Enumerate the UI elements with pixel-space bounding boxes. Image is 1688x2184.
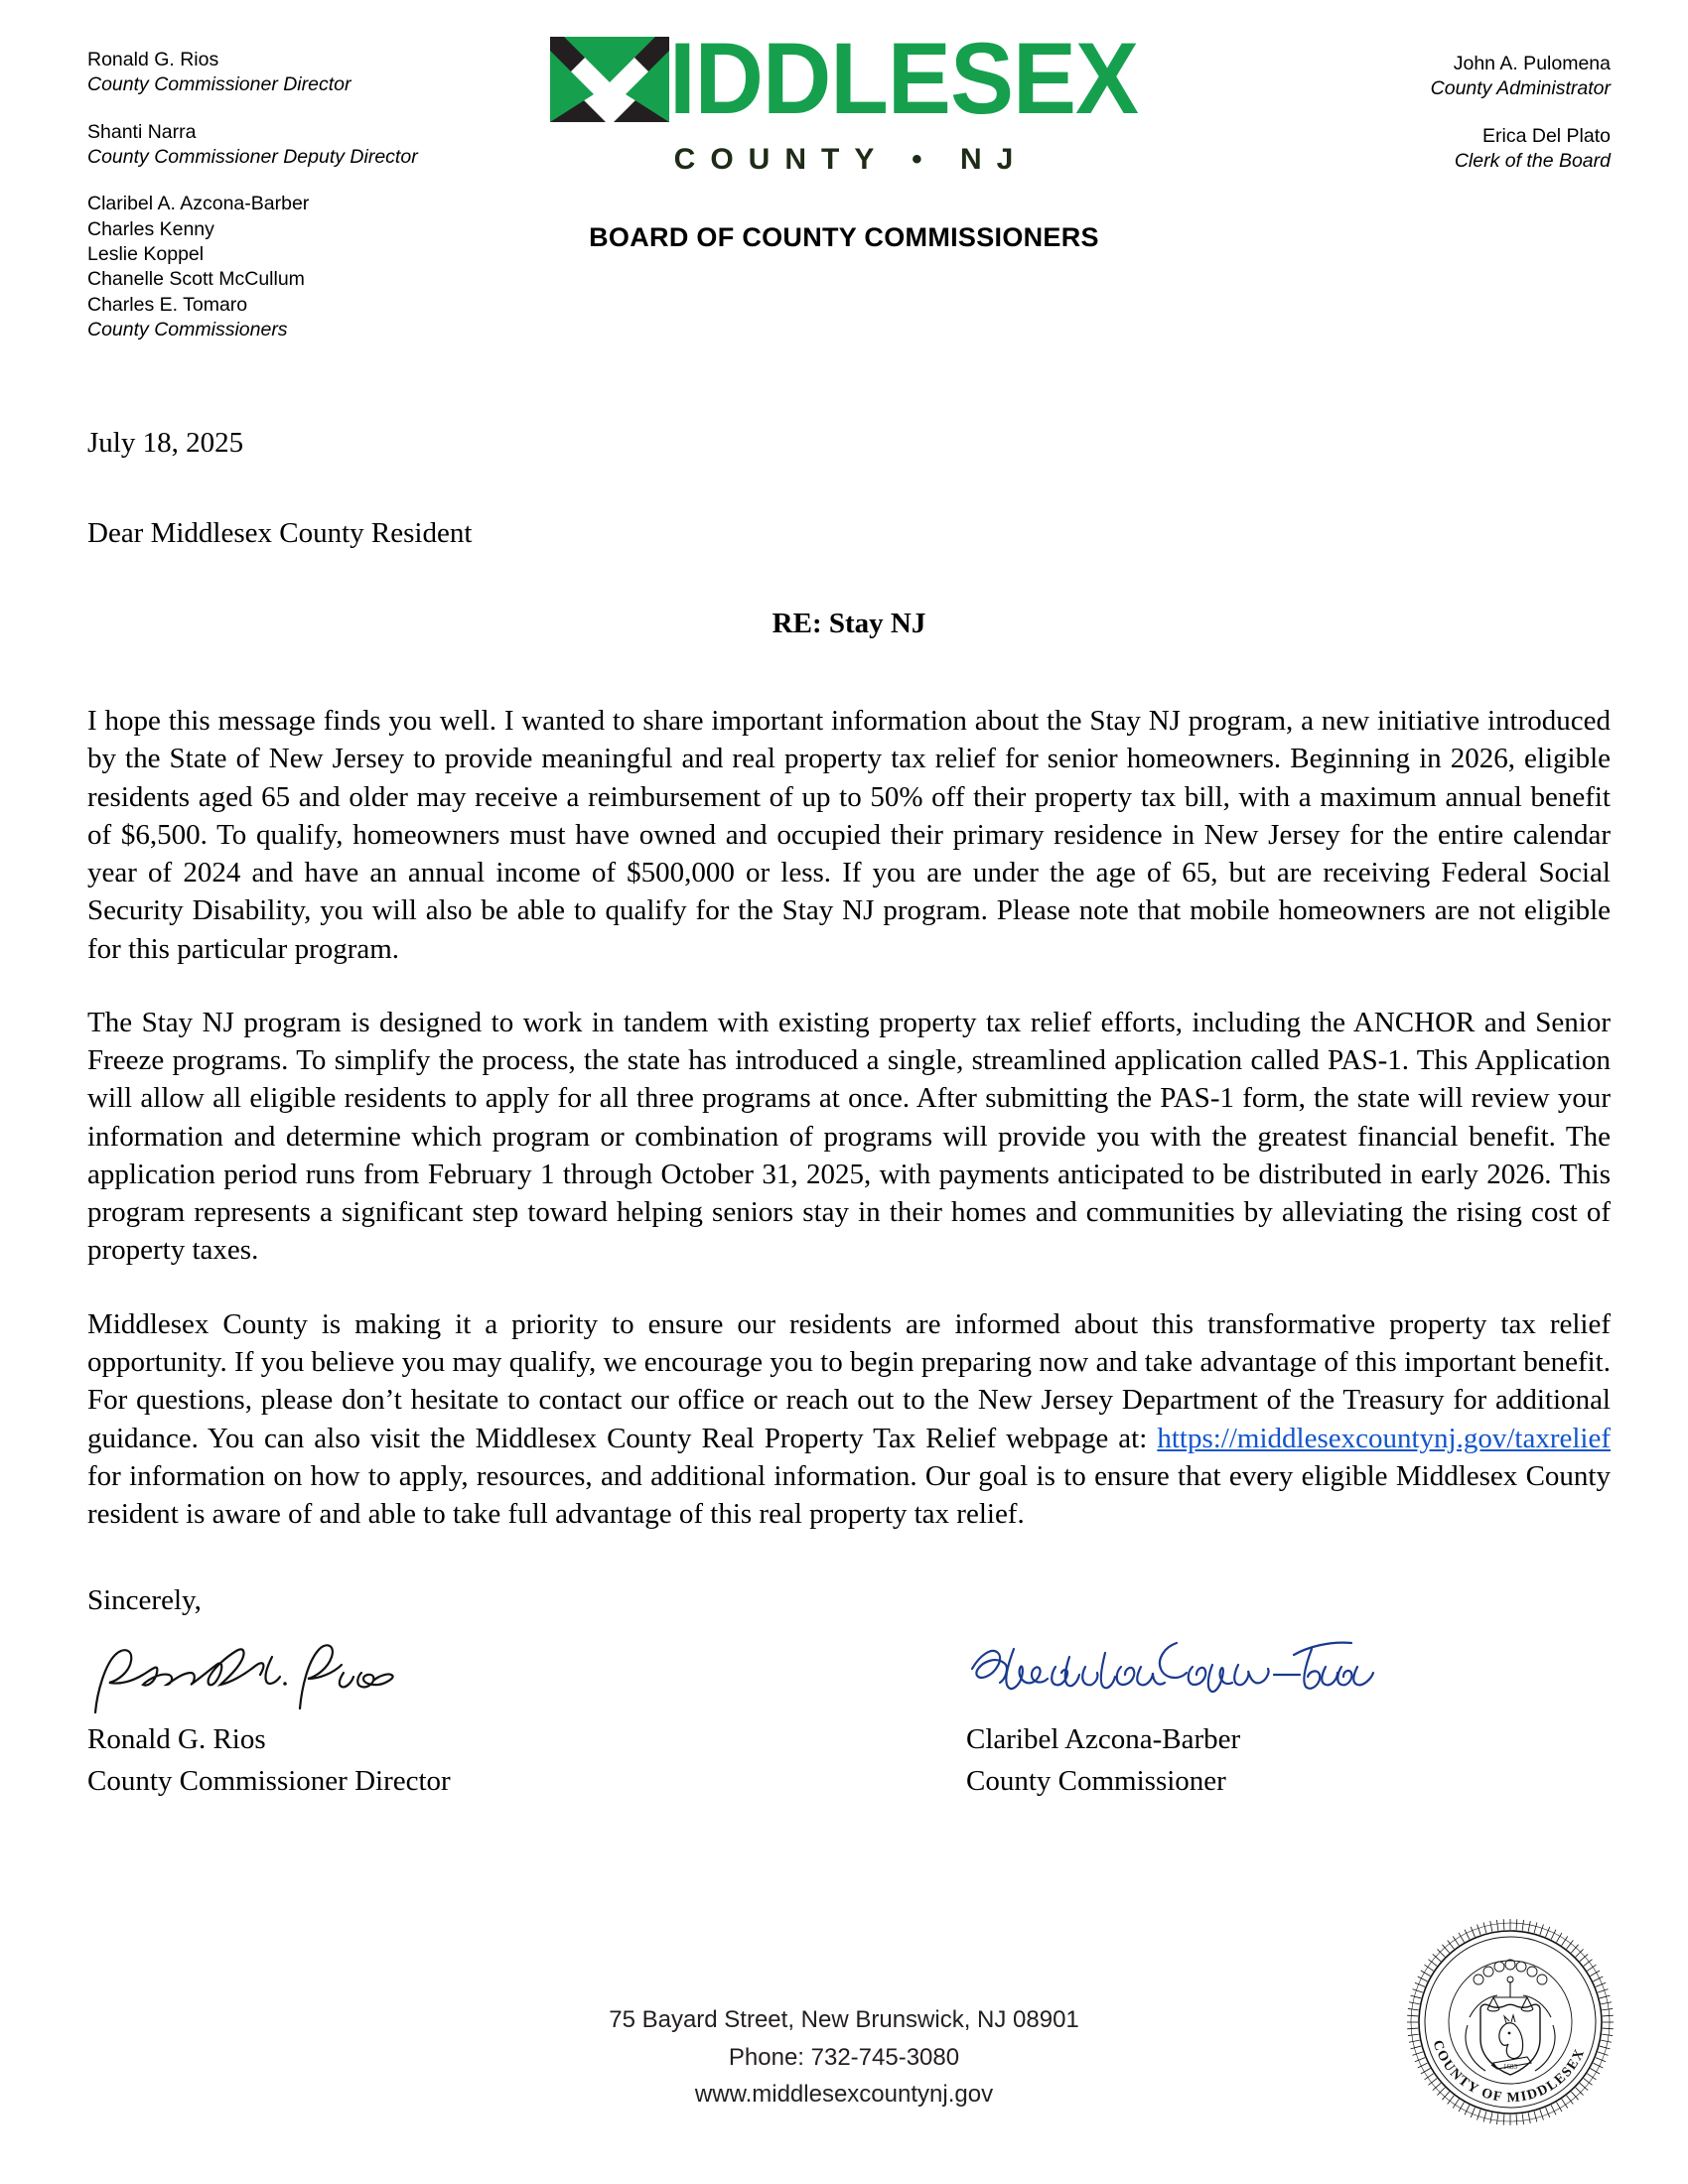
signature-block-azcona-barber [966, 1629, 1383, 1799]
letter-paragraph-2: The Stay NJ program is designed to work in tandem with existing property tax relief efforts, including the ANCHOR and Senior Freeze programs. To simplify the process, the state has introduced a single, streamlined application called PAS-1. This Application will allow all eligible residents to apply for all three programs at once. After submitting the PAS-1 form, the state will review your information and determine which program or combination of programs will provide you with the greatest financial benefit. The application period runs from February 1 through October 31, 2025, with payments anticipated to be distributed in early 2026. This program represents a significant step toward helping seniors stay in their homes and communities by alleviating the rising cost of property taxes. [87, 1006, 1611, 1267]
letter-salutation: Dear Middlesex County Resident [87, 517, 473, 549]
middlesex-logo [550, 22, 1139, 136]
official-name: Shanti Narra [87, 120, 197, 143]
official-title: County Commissioner Director [87, 73, 352, 96]
seal-outer-text: COUNTY OF MIDDLESEX [1429, 2038, 1589, 2107]
signature-image-rios [87, 1629, 415, 1716]
logo-county-line: COUNTY • NJ [673, 143, 1029, 176]
official-title: County Administrator [1430, 77, 1611, 100]
footer-phone: Phone: 732-745-3080 [728, 2043, 960, 2071]
letterhead-center [0, 22, 1688, 253]
logo-wordmark: IDDLESEX [668, 22, 1139, 136]
board-title: BOARD OF COUNTY COMMISSIONERS [589, 222, 1099, 252]
letter-date: July 18, 2025 [87, 427, 244, 459]
letter-paragraph-1: I hope this message finds you well. I wanted to share important information about the Stay NJ program, a new initiative introduced by the State of New Jersey to provide meaningful and real property tax relief for senior homeowners. Beginning in 2026, eligible residents aged 65 and older may receive a reimbursement of up to 50% off their property tax bill, with a maximum annual benefit of $6,500. To qualify, homeowners must have owned and occupied their primary residence in New Jersey for the entire calendar year of 2024 and have an annual income of $500,000 or less. If you are under the age of 65, but are receiving Federal Social Security Disability, you will also be able to qualify for the Stay NJ program. Please note that mobile homeowners are not eligible for this particular program. [87, 705, 1611, 965]
footer-address: 75 Bayard Street, New Brunswick, NJ 08901 [609, 2006, 1079, 2034]
commissioner-name: Charles Kenny [87, 217, 214, 240]
official-name: Ronald G. Rios [87, 49, 219, 70]
commissioner-name: Leslie Koppel [87, 243, 205, 266]
logo-m-icon [550, 37, 669, 122]
signatory-title: County Commissioner [966, 1764, 1226, 1797]
commissioner-name: Charles E. Tomaro [87, 293, 248, 316]
paragraph-3-text-after: for information on how to apply, resources, and additional information. Our goal is to ensure that every eligible Middlesex County resident is aware of and able to take full advantage of this real property tax relief. [87, 1459, 1611, 1531]
commissioners-title: County Commissioners [87, 319, 288, 341]
paragraph-3-text-before: Middlesex County is making it a priority to ensure our residents are informed about this transformative property tax relief opportunity. If you believe you may qualify, we encourage you to begin preparing now and take advantage of this important benefit. For questions, please don’t hesitate to contact our office or reach out to the New Jersey Department of the Treasury for additional guidance. You can also visit the Middlesex County Real Property Tax Relief webpage at: [87, 1307, 1611, 1454]
letter-paragraph-3 [87, 1305, 1611, 1534]
footer-website: www.middlesexcountynj.gov [694, 2080, 994, 2108]
commissioner-name: Chanelle Scott McCullum [87, 268, 305, 291]
signature-image-azcona-barber [966, 1629, 1383, 1716]
signatory-name: Ronald G. Rios [87, 1723, 266, 1756]
signature-block-rios [87, 1629, 451, 1799]
footer [0, 2001, 1688, 2113]
letterhead [0, 0, 1688, 377]
signatory-name: Claribel Azcona-Barber [966, 1723, 1241, 1756]
seal-year: 1683 [1503, 2063, 1517, 2071]
signature-row [87, 1629, 1611, 1828]
official-name: Erica Del Plato [1482, 124, 1611, 147]
official-title: County Commissioner Deputy Director [87, 146, 418, 169]
letter-closing: Sincerely, [87, 1584, 202, 1617]
signatory-title: County Commissioner Director [87, 1764, 451, 1797]
commissioner-name: Claribel A. Azcona-Barber [87, 193, 310, 215]
official-title: Clerk of the Board [1454, 150, 1611, 173]
letter-subject: RE: Stay NJ [772, 608, 926, 639]
taxrelief-link[interactable]: https://middlesexcountynj.gov/taxrelief [1157, 1422, 1611, 1454]
letter-body [87, 427, 1611, 1828]
official-name: John A. Pulomena [1453, 53, 1611, 74]
